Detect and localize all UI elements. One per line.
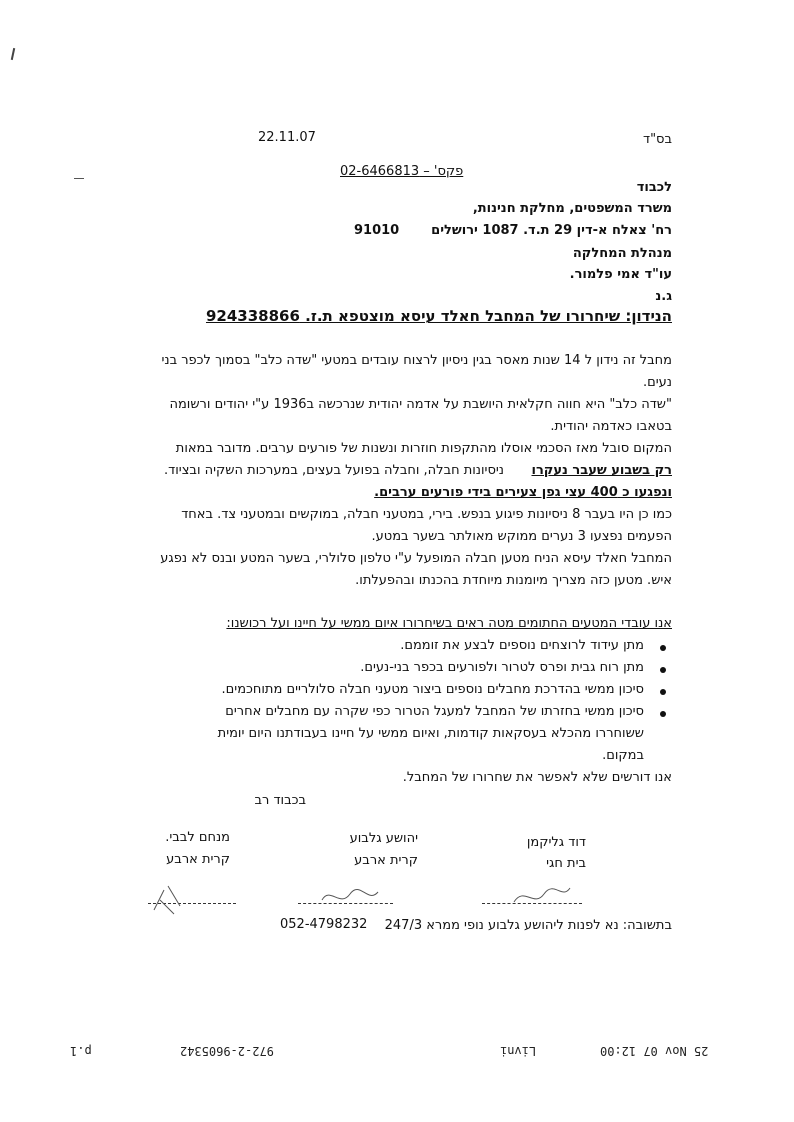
points-intro: אנו עובדי המטעים החתומים מטה ראים בשיחרורו איום ממשי על חיינו ועל רכושנו: bbox=[226, 616, 672, 631]
point-text: מתן עידוד לרוצחים נוספים לבצע את זוממם. bbox=[400, 638, 644, 653]
point-text: סיכון ממשי בהדרכת מחבלים נוספים ביצור מטעני חבלה סלולריים מתוחכמים. bbox=[221, 682, 644, 697]
body-line: ניסיונות חבלה, וחבלה בפועל בעצים, במערכות השקיה ובציוד. bbox=[164, 463, 504, 478]
stray-dash bbox=[74, 178, 84, 179]
body-line: המחבל חאלד עיסא הניח מטען חבלה המופעל ע"י טלפון סלולרי, בשער המטע ובנס לא נפגע bbox=[160, 551, 672, 566]
body-line: הפעמים נפצעו 3 נערים ממוקש מאולתר בשער במטע. bbox=[371, 529, 672, 544]
bsd-mark: בס"ד bbox=[642, 132, 672, 147]
recipient-to: לכבוד bbox=[636, 180, 672, 195]
recipient-name: עו"ד אמי פלמור. bbox=[569, 267, 672, 282]
fax-footer-timestamp: 25 Nov 07 12:00 bbox=[600, 1044, 709, 1058]
bullet-icon bbox=[660, 711, 666, 717]
highlight-line-2: ונפגעו כ 400 עצי גפן צעירים בידי פורעים ערבים. bbox=[374, 485, 672, 500]
body-line: נעים. bbox=[642, 375, 672, 390]
subject-line: הנידון: שיחרורו של המחבל חאלד עיסא מוצטפא ת.ז. 924338866 bbox=[205, 307, 672, 325]
highlight-line-1: רק בשבוע שעבר נעקרו bbox=[531, 463, 672, 478]
recipient-office: משרד המשפטים, מחלקת חנינות, bbox=[472, 201, 672, 216]
signature-scribble bbox=[512, 880, 572, 910]
list-item bbox=[400, 638, 644, 653]
reply-phone: 052-4798232 bbox=[280, 917, 368, 932]
reply-line: בתשובה: נא לפנות ליהושע גלבוע נופי ממרא 247/3 bbox=[384, 918, 672, 933]
fax-footer-number: 972-2-9605342 bbox=[180, 1044, 274, 1058]
signatory-name: יהושע גלבוע bbox=[349, 831, 418, 846]
demand-line: אנו דורשים שלא לאפשר את שחרורו של המחבל. bbox=[402, 770, 672, 785]
body-line: בטאבו כאדמה יהודית. bbox=[550, 419, 672, 434]
body-line: כמו כן היו בעבר 8 ניסיונות פיגוע בנפש. בירי, במטעני חבלה, במוקשים ובמטעני צד. באחד bbox=[181, 507, 672, 522]
fax-footer-page: p.1 bbox=[70, 1044, 92, 1058]
bullet-icon bbox=[660, 645, 666, 651]
signatory-name: מנחם לבבי. bbox=[165, 830, 230, 845]
signatory-place: בית חגי bbox=[546, 856, 586, 871]
recipient-address: רח' צאלח א-דין 29 ת.ד. 1087 ירושלים bbox=[431, 223, 672, 238]
body-line: איש. מטען כזה מצריך מיומנות מיוחדת בהכנתו ובהפעלתו. bbox=[355, 573, 672, 588]
signatory-place: קרית ארבע bbox=[354, 853, 418, 868]
list-item bbox=[225, 704, 644, 719]
recipient-zip: 91010 bbox=[354, 223, 400, 238]
point-text: סיכון ממשי בחזרתו של המחבל למעגל הטרור כפי שקרה עם מחבלים אחרים bbox=[225, 704, 644, 719]
signature-scribble bbox=[320, 882, 380, 912]
bullet-icon bbox=[660, 689, 666, 695]
point-text: מתן רוח גבית ופרס לטרור ולפורעים בכפר בני-נעים. bbox=[360, 660, 644, 675]
stray-mark bbox=[11, 48, 15, 60]
point-continuation: ששוחררו מהכלא בעסקאות קודמות, ואיום ממשי על חיינו בעבודתנו היום יומית bbox=[217, 726, 644, 741]
signatory-place: קרית ארבע bbox=[166, 852, 230, 867]
body-line: "שדה כלב" היא חווה חקלאית היושבת על אדמה יהודית שנרכשה ב1936 ע"י יהודים ורשומה bbox=[169, 397, 672, 412]
closing: בכבוד רב bbox=[254, 793, 306, 808]
list-item bbox=[360, 660, 644, 675]
body-line: המקום סובל מאז הסכמי אוסלו מהתקפות חוזרות ונשנות של פורעים ערבים. מדובר במאות bbox=[175, 441, 672, 456]
fax-footer-sender: Livni bbox=[500, 1044, 537, 1058]
bullet-icon bbox=[660, 667, 666, 673]
document-date: 22.11.07 bbox=[258, 130, 316, 145]
signature-scribble bbox=[150, 880, 190, 920]
greeting: ג.נ bbox=[655, 289, 672, 304]
recipient-manager-title: מנהלת המחלקה bbox=[572, 246, 672, 261]
signatory-name: דוד גליקמן bbox=[526, 835, 586, 850]
list-item bbox=[222, 682, 644, 697]
body-line: מחבל זה נידון ל 14 שנות מאסר בגין ניסיון לרצוח עובדים במטעי "שדה כלב" בסמוך לכפר בני bbox=[161, 353, 672, 368]
fax-number: פקס' – 02-6466813 bbox=[340, 164, 464, 179]
point-continuation: במקום. bbox=[602, 748, 644, 763]
